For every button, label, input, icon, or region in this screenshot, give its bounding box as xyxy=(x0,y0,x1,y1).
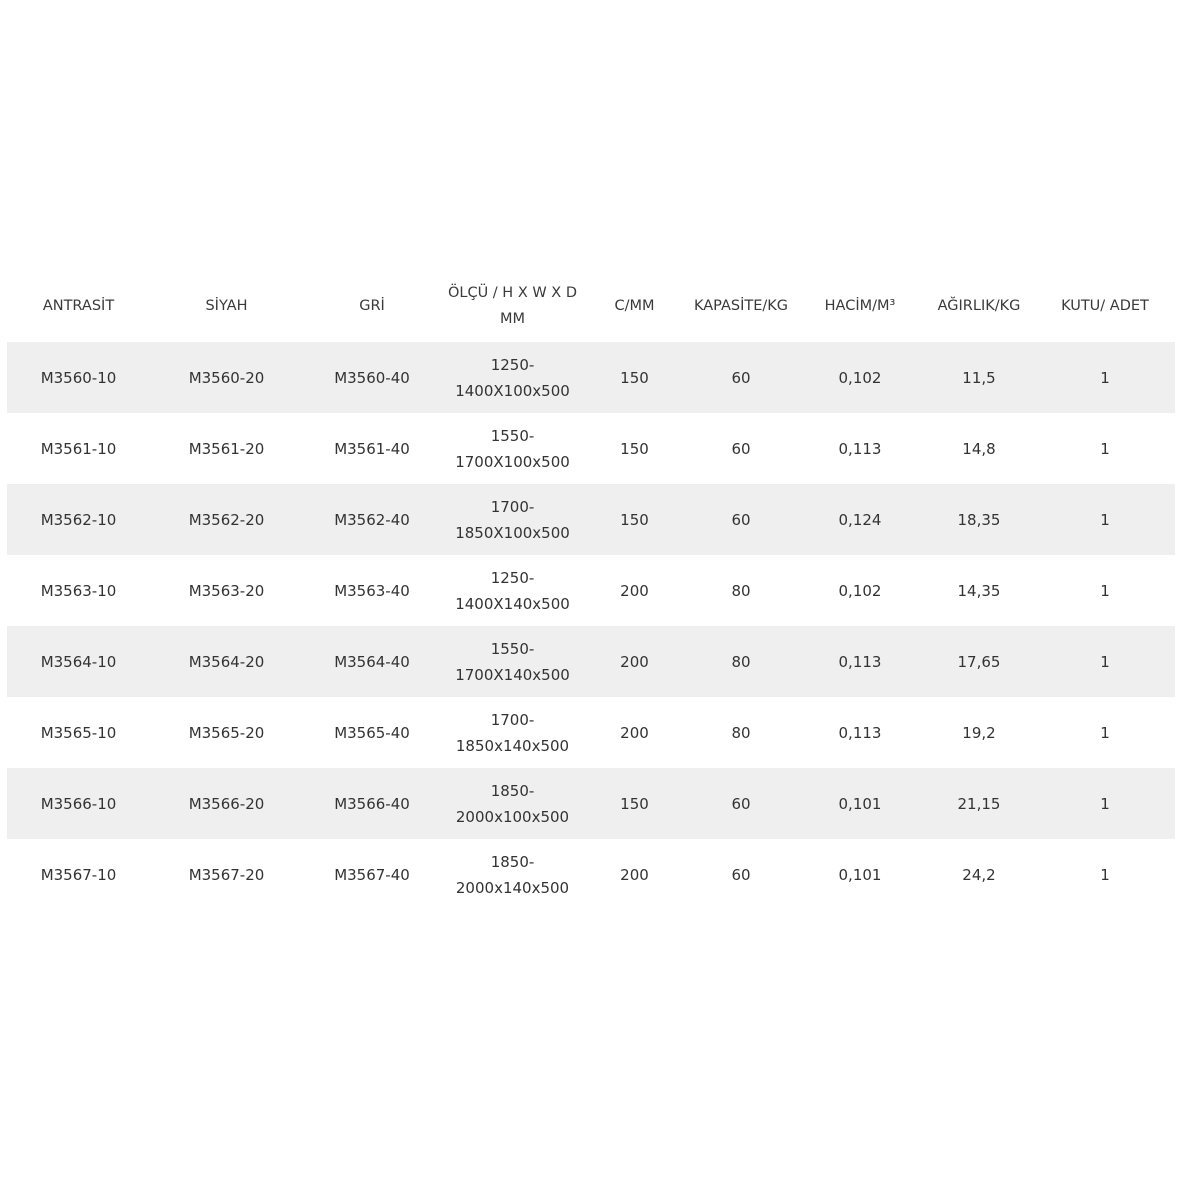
header-kapasite: KAPASİTE/KG xyxy=(693,298,789,314)
header-olcu-line1: ÖLÇÜ / H X W X D xyxy=(447,285,578,301)
cell-hacim: 0,113 xyxy=(838,652,882,671)
cell-agirlik: 14,35 xyxy=(957,581,1001,600)
cell-gri: M3560-40 xyxy=(334,368,410,387)
cell-olcu-line2: 1400X100x500 xyxy=(455,381,570,400)
cell-siyah: M3565-20 xyxy=(188,723,265,742)
table-row xyxy=(7,626,1175,697)
cell-antrasit: M3561-10 xyxy=(40,439,117,458)
cell-olcu xyxy=(441,413,584,484)
cell-olcu xyxy=(441,484,584,555)
cell-agirlik: 11,5 xyxy=(962,368,996,387)
header-row xyxy=(7,270,1175,342)
header-kutu: KUTU/ ADET xyxy=(1061,298,1149,314)
cell-cmm: 150 xyxy=(620,794,649,813)
cell-agirlik: 17,65 xyxy=(957,652,1001,671)
cell-siyah: M3561-20 xyxy=(188,439,265,458)
cell-gri: M3567-40 xyxy=(334,865,410,884)
cell-antrasit: M3562-10 xyxy=(40,510,117,529)
table-row xyxy=(7,484,1175,555)
cell-kutu: 1 xyxy=(1100,439,1110,458)
header-siyah: SİYAH xyxy=(205,298,248,314)
cell-agirlik: 21,15 xyxy=(957,794,1001,813)
cell-olcu-line1: 1550- xyxy=(490,639,535,658)
cell-olcu xyxy=(441,342,584,413)
cell-kapasite: 80 xyxy=(731,652,751,671)
cell-olcu xyxy=(441,697,584,768)
cell-kutu: 1 xyxy=(1100,794,1110,813)
cell-olcu-line1: 1250- xyxy=(490,355,535,374)
header-hacim: HACİM/M³ xyxy=(824,298,896,314)
cell-antrasit: M3560-10 xyxy=(40,368,117,387)
cell-olcu-line1: 1850- xyxy=(490,781,535,800)
header-gri: GRİ xyxy=(359,298,385,314)
product-spec-table xyxy=(7,270,1175,910)
table-body xyxy=(7,342,1175,910)
cell-kapasite: 80 xyxy=(731,723,751,742)
cell-agirlik: 24,2 xyxy=(962,865,996,884)
cell-cmm: 200 xyxy=(620,723,649,742)
cell-siyah: M3567-20 xyxy=(188,865,265,884)
cell-olcu xyxy=(441,626,584,697)
cell-olcu-line2: 2000x140x500 xyxy=(455,878,570,897)
cell-olcu-line2: 2000x100x500 xyxy=(455,807,570,826)
cell-antrasit: M3565-10 xyxy=(40,723,117,742)
cell-hacim: 0,102 xyxy=(838,581,882,600)
cell-siyah: M3562-20 xyxy=(188,510,265,529)
cell-gri: M3564-40 xyxy=(334,652,410,671)
cell-kutu: 1 xyxy=(1100,581,1110,600)
cell-antrasit: M3563-10 xyxy=(40,581,117,600)
cell-agirlik: 18,35 xyxy=(957,510,1001,529)
cell-olcu-line1: 1550- xyxy=(490,426,535,445)
cell-kapasite: 60 xyxy=(731,794,751,813)
table-row xyxy=(7,413,1175,484)
cell-hacim: 0,113 xyxy=(838,723,882,742)
header-antrasit: ANTRASİT xyxy=(42,298,115,314)
cell-kutu: 1 xyxy=(1100,652,1110,671)
cell-antrasit: M3564-10 xyxy=(40,652,117,671)
cell-siyah: M3564-20 xyxy=(188,652,265,671)
cell-olcu-line2: 1700X140x500 xyxy=(455,665,570,684)
cell-kutu: 1 xyxy=(1100,510,1110,529)
header-olcu-line2: MM xyxy=(499,311,526,327)
cell-kutu: 1 xyxy=(1100,368,1110,387)
cell-cmm: 200 xyxy=(620,652,649,671)
cell-olcu-line2: 1700X100x500 xyxy=(455,452,570,471)
cell-kapasite: 60 xyxy=(731,439,751,458)
cell-olcu-line2: 1850x140x500 xyxy=(455,736,570,755)
cell-agirlik: 14,8 xyxy=(962,439,996,458)
cell-kutu: 1 xyxy=(1100,723,1110,742)
cell-gri: M3562-40 xyxy=(334,510,410,529)
cell-antrasit: M3566-10 xyxy=(40,794,117,813)
cell-olcu-line1: 1250- xyxy=(490,568,535,587)
header-cmm: C/MM xyxy=(614,298,655,314)
cell-hacim: 0,113 xyxy=(838,439,882,458)
cell-kapasite: 60 xyxy=(731,865,751,884)
header-olcu xyxy=(441,270,584,342)
cell-gri: M3565-40 xyxy=(334,723,410,742)
cell-cmm: 150 xyxy=(620,368,649,387)
table-row xyxy=(7,342,1175,413)
table-row xyxy=(7,839,1175,910)
cell-hacim: 0,101 xyxy=(838,794,882,813)
cell-hacim: 0,101 xyxy=(838,865,882,884)
cell-siyah: M3563-20 xyxy=(188,581,265,600)
cell-cmm: 150 xyxy=(620,439,649,458)
cell-olcu-line2: 1850X100x500 xyxy=(455,523,570,542)
cell-olcu-line1: 1700- xyxy=(490,497,535,516)
cell-olcu xyxy=(441,839,584,910)
cell-kutu: 1 xyxy=(1100,865,1110,884)
cell-olcu-line1: 1850- xyxy=(490,852,535,871)
cell-kapasite: 60 xyxy=(731,510,751,529)
cell-cmm: 200 xyxy=(620,581,649,600)
cell-olcu xyxy=(441,768,584,839)
cell-hacim: 0,102 xyxy=(838,368,882,387)
cell-cmm: 200 xyxy=(620,865,649,884)
header-agirlik: AĞIRLIK/KG xyxy=(937,298,1021,314)
cell-antrasit: M3567-10 xyxy=(40,865,117,884)
table-row xyxy=(7,768,1175,839)
cell-gri: M3566-40 xyxy=(334,794,410,813)
cell-hacim: 0,124 xyxy=(838,510,882,529)
cell-cmm: 150 xyxy=(620,510,649,529)
cell-gri: M3563-40 xyxy=(334,581,410,600)
table-row xyxy=(7,697,1175,768)
cell-agirlik: 19,2 xyxy=(962,723,996,742)
table-header xyxy=(7,270,1175,342)
cell-gri: M3561-40 xyxy=(334,439,410,458)
table-row xyxy=(7,555,1175,626)
cell-kapasite: 80 xyxy=(731,581,751,600)
product-spec-table-container xyxy=(7,270,1175,910)
cell-siyah: M3566-20 xyxy=(188,794,265,813)
cell-siyah: M3560-20 xyxy=(188,368,265,387)
cell-olcu-line2: 1400X140x500 xyxy=(455,594,570,613)
cell-kapasite: 60 xyxy=(731,368,751,387)
cell-olcu-line1: 1700- xyxy=(490,710,535,729)
cell-olcu xyxy=(441,555,584,626)
